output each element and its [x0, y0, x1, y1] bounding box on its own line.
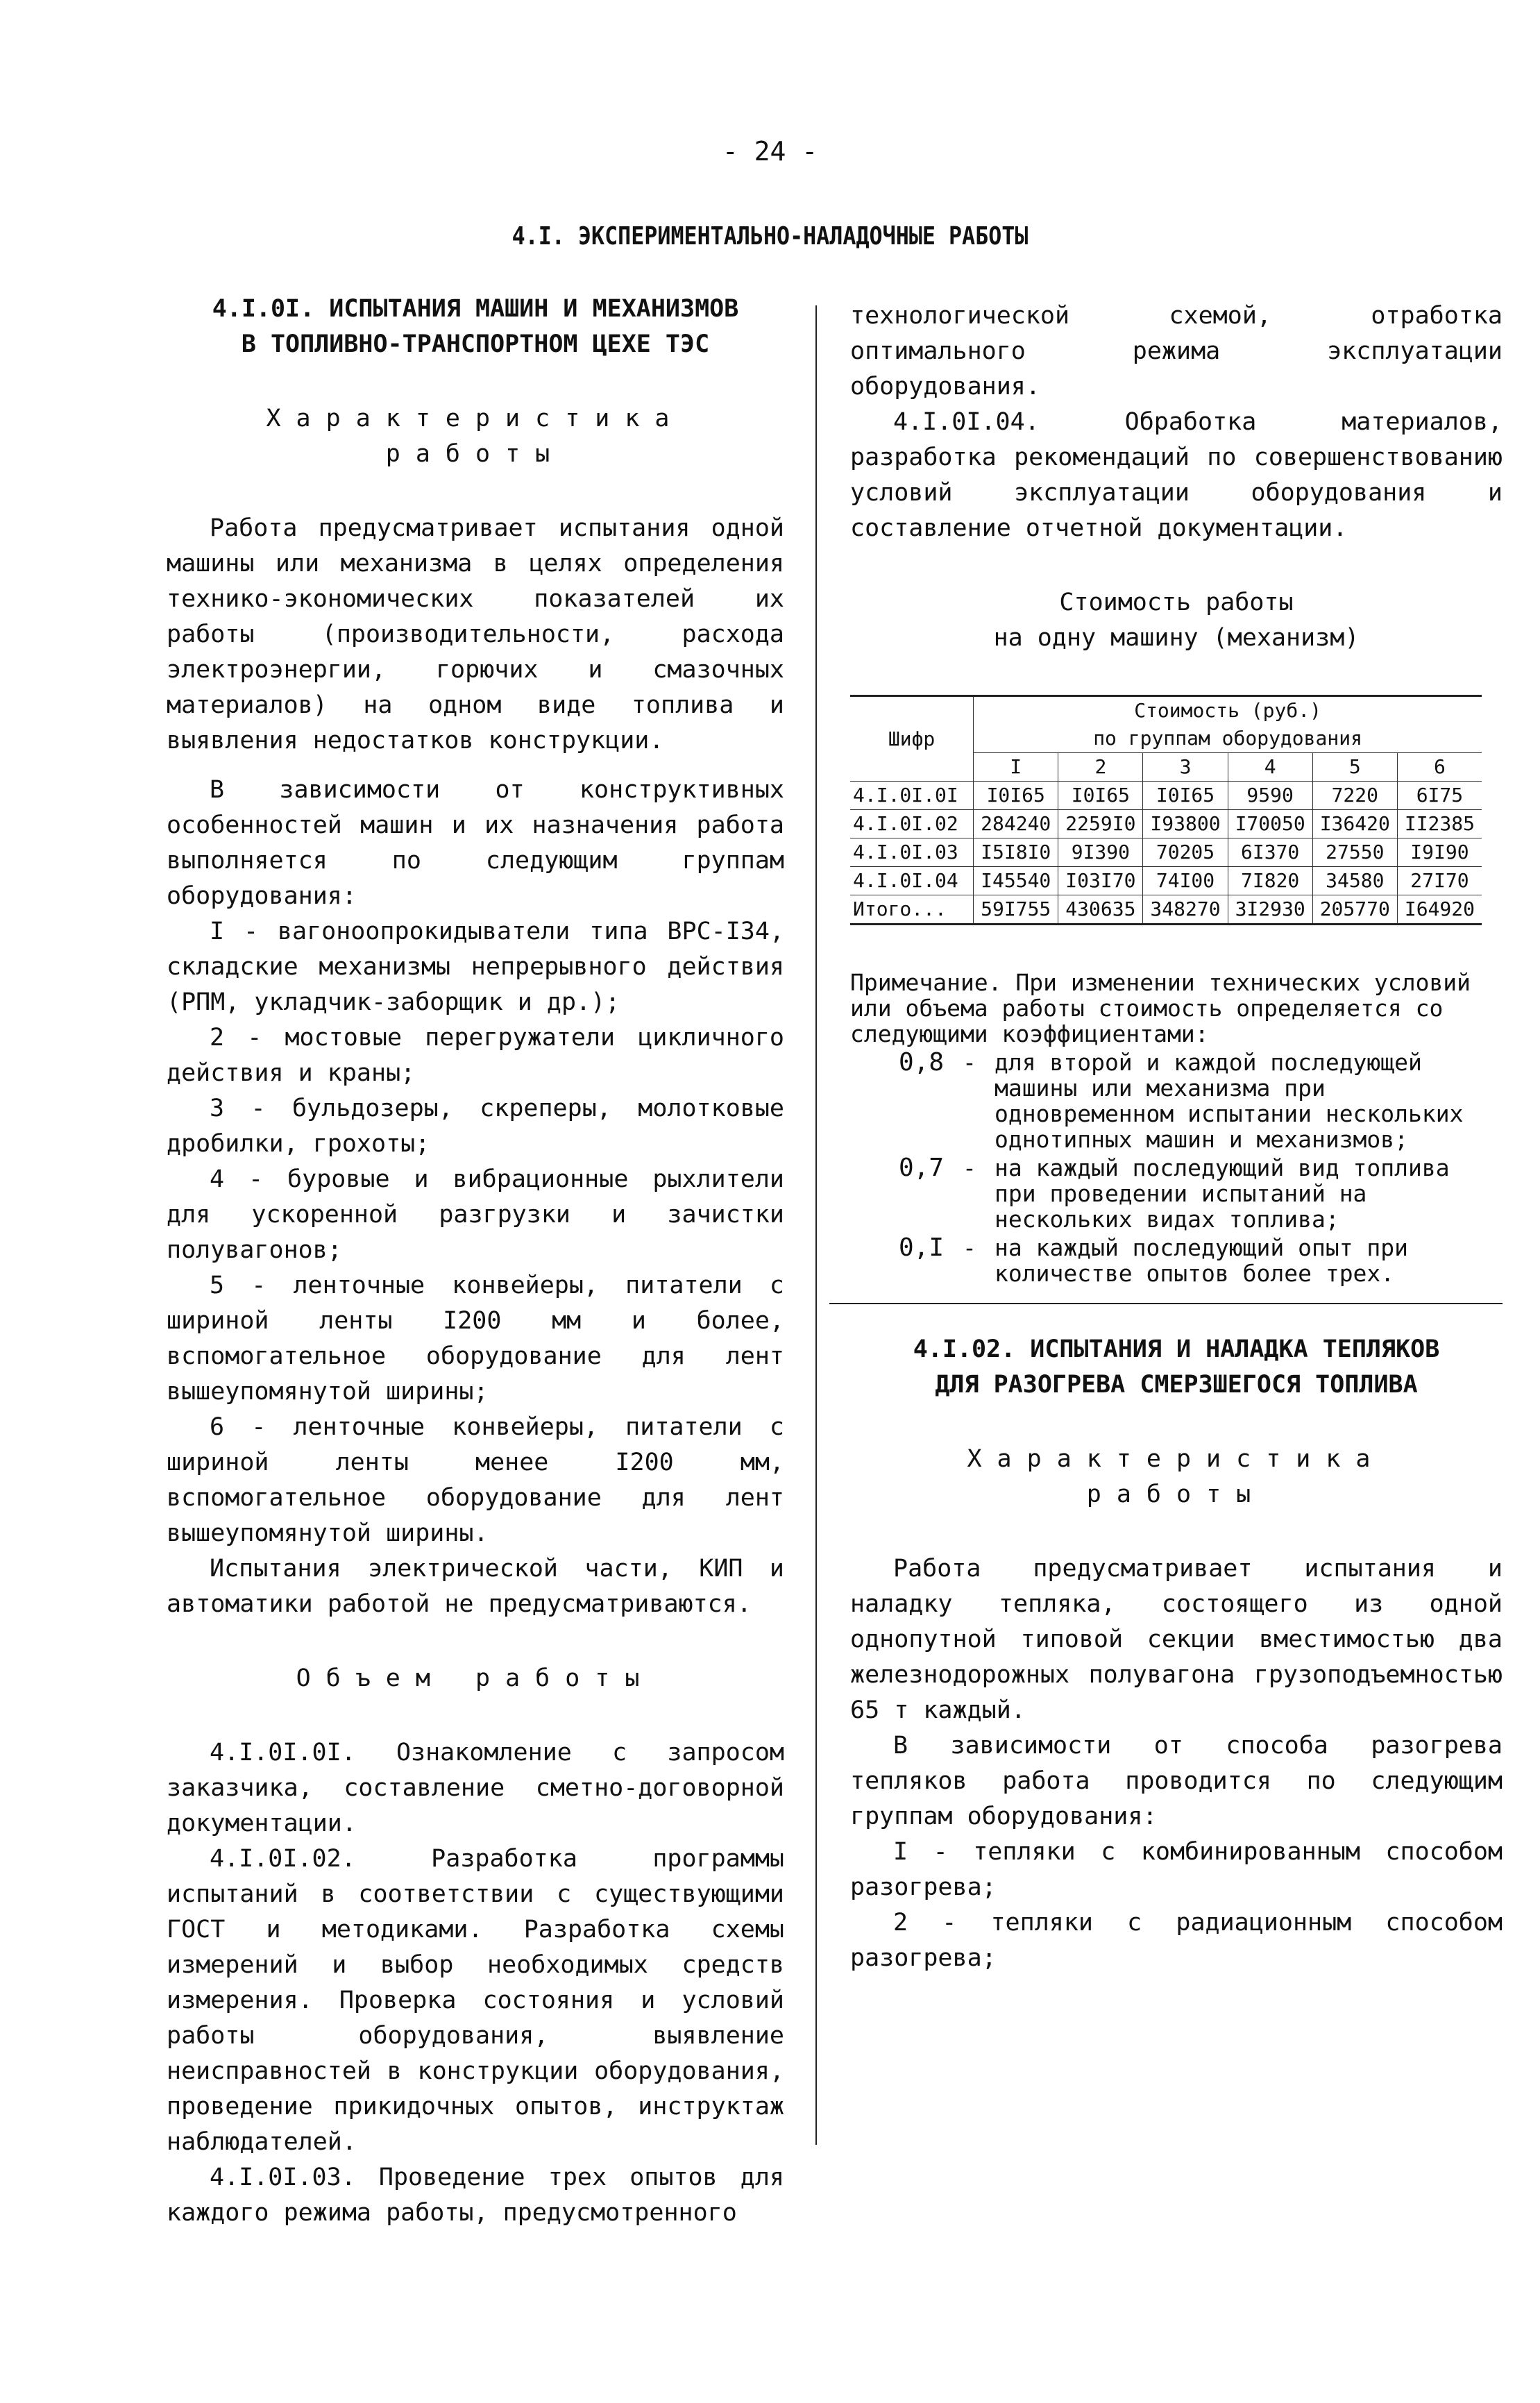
table-header-group: I [974, 753, 1058, 782]
paragraph: В зависимости от способа разогрева тепляков работа проводится по следующим группам оборудования: [850, 1732, 1503, 1830]
group-item: 5 - ленточные конвейеры, питатели с шириной ленты I200 мм и более, вспомогательное оборудование для лент вышеупомянутой ширины; [167, 1272, 784, 1406]
scope-item: 4.I.0I.03. Проведение трех опытов для каждого режима работы, предусмотренного [167, 2164, 784, 2227]
scope-heading: Объем работы [296, 1664, 655, 1692]
table-header-group: 2 [1058, 753, 1143, 782]
table-row: 4.I.0I.03 I5I8I0 9I390 70205 6I370 27550 I9I90 [850, 838, 1482, 867]
right-column [850, 298, 1503, 1976]
left-column [167, 292, 784, 2231]
work-heading: работы [385, 440, 566, 468]
work-heading: работы [1086, 1481, 1267, 1508]
page-number: - 24 - [722, 136, 818, 167]
note-intro: Примечание. При изменении технических условий или объема работы стоимость определяется со следующими коэффициентами: [850, 969, 1471, 1047]
table-header-cost: Стоимость (руб.) по группам оборудования [974, 696, 1482, 753]
table-row: 4.I.0I.0I I0I65 I0I65 I0I65 9590 7220 6I75 [850, 782, 1482, 810]
group-item: I - вагоноопрокидыватели типа ВРС-I34, складские механизмы непрерывного действия (РПМ, укладчик-заборщик и др.); [167, 918, 784, 1016]
section2-title-line-2: ДЛЯ РАЗОГРЕВА СМЕРЗШЕГОСЯ ТОПЛИВА [935, 1371, 1418, 1399]
group-item: I - тепляки с комбинированным способом разогрева; [850, 1838, 1503, 1901]
section2-title-line-1: 4.I.02. ИСПЫТАНИЯ И НАЛАДКА ТЕПЛЯКОВ [913, 1335, 1440, 1363]
table-header-code: Шифр [850, 696, 974, 782]
paragraph: технологической схемой, отработка оптимального режима эксплуатации оборудования. [850, 302, 1503, 400]
paragraph: Работа предусматривает испытания одной машины или механизма в целях определения технико-экономических показателей их работы (производительности, расхода электроэнергии, горючих и смазочных материалов) на одном виде топлива и выявления недостатков конструкции. [167, 514, 784, 754]
note-item: 0,I - на каждый последующий опыт при количестве опытов более трех. [899, 1233, 1409, 1287]
characteristic-heading: Характеристика [266, 405, 685, 432]
table-header-group: 5 [1312, 753, 1397, 782]
group-item: 4 - буровые и вибрационные рыхлители для ускоренной разгрузки и зачистки полувагонов; [167, 1165, 784, 1264]
cost-title-line-2: на одну машину (механизм) [993, 624, 1360, 652]
paragraph: Работа предусматривает испытания и наладку тепляка, состоящего из одной однопутной типовой секции вместимостью два железнодорожных полувагона грузоподъемностью 65 т каждый. [850, 1555, 1503, 1724]
table-header-group: 3 [1143, 753, 1228, 782]
table-total-row: Итого... 59I755 430635 348270 3I2930 205770 I64920 [850, 895, 1482, 925]
group-item: 3 - бульдозеры, скреперы, молотковые дробилки, грохоты; [167, 1095, 784, 1158]
cost-title-line-1: Стоимость работы [1059, 589, 1294, 616]
group-item: 2 - мостовые перегружатели цикличного действия и краны; [167, 1024, 784, 1087]
paragraph: В зависимости от конструктивных особенностей машин и их назначения работа выполняется по следующим группам оборудования: [167, 776, 784, 910]
scope-item: 4.I.0I.0I. Ознакомление с запросом заказчика, составление сметно-договорной документации. [167, 1739, 784, 1837]
column-divider [815, 305, 817, 2145]
table-header-group: 6 [1397, 753, 1482, 782]
cost-table [850, 695, 1482, 925]
note-block [850, 970, 1503, 1286]
scope-item: 4.I.0I.02. Разработка программы испытаний в соответствии с существующими ГОСТ и методиками. Разработка схемы измерений и выбор необходимых средств измерения. Проверка состояния и условий работы оборудования, выявление неисправностей в конструкции оборудования, проведение прикидочных опытов, инструктаж наблюдателей. [167, 1845, 784, 2156]
table-row: 4.I.0I.04 I45540 I03I70 74I00 7I820 34580 27I70 [850, 867, 1482, 895]
table-row: 4.I.0I.02 284240 2259I0 I93800 I70050 I36420 II2385 [850, 810, 1482, 838]
scope-item: 4.I.0I.04. Обработка материалов, разработка рекомендаций по совершенствованию условий эксплуатации оборудования и составление отчетной документации. [850, 408, 1503, 542]
section-title-line-1: 4.I.0I. ИСПЫТАНИЯ МАШИН И МЕХАНИЗМОВ [212, 295, 739, 323]
table-header-group: 4 [1228, 753, 1312, 782]
paragraph: Испытания электрической части, КИП и автоматики работой не предусматриваются. [167, 1555, 784, 1618]
group-item: 6 - ленточные конвейеры, питатели с шириной ленты менее I200 мм, вспомогательное оборудование для лент вышеупомянутой ширины. [167, 1413, 784, 1547]
note-item: 0,7 - на каждый последующий вид топлива при проведении испытаний на нескольких видах топлива; [899, 1154, 1450, 1233]
section-title-line-2: В ТОПЛИВНО-ТРАНСПОРТНОМ ЦЕХЕ ТЭС [241, 330, 710, 358]
characteristic-heading: Характеристика [967, 1445, 1386, 1473]
main-title: 4.I. ЭКСПЕРИМЕНТАЛЬНО-НАЛАДОЧНЫЕ РАБОТЫ [511, 222, 1029, 251]
note-item: 0,8 - для второй и каждой последующей машины или механизма при одновременном испытании нескольких однотипных машин и механизмов; [899, 1048, 1464, 1153]
group-item: 2 - тепляки с радиационным способом разогрева; [850, 1909, 1503, 1972]
